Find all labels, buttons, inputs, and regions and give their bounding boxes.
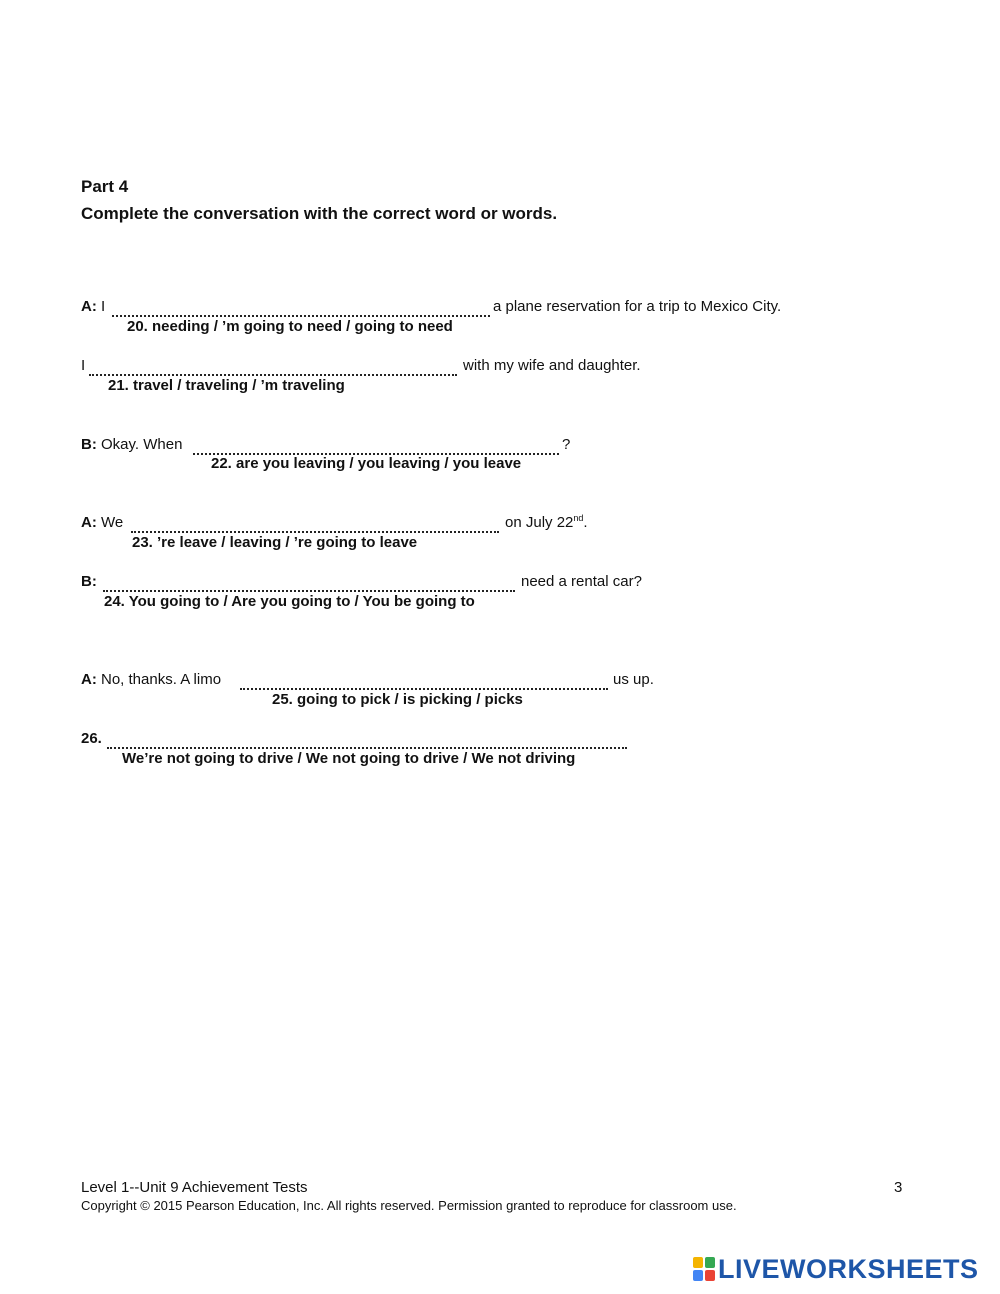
q25-text-before: No, thanks. A limo bbox=[101, 671, 222, 688]
liveworksheets-brand bbox=[693, 1254, 979, 1284]
footer-title: Level 1--Unit 9 Achievement Tests bbox=[81, 1179, 308, 1196]
q25-prompt bbox=[81, 671, 221, 688]
q23-date-suffix: nd bbox=[573, 513, 584, 523]
q20-options: 20. needing / ’m going to need / going to need bbox=[127, 318, 453, 335]
q20-text-after: a plane reservation for a trip to Mexico City. bbox=[493, 298, 782, 315]
q24-options: 24. You going to / Are you going to / You be going to bbox=[104, 593, 475, 610]
speaker-label: B: bbox=[81, 436, 97, 453]
answer-blank-25[interactable] bbox=[240, 670, 608, 690]
answer-blank-24[interactable] bbox=[103, 572, 515, 592]
q22-prompt bbox=[81, 436, 182, 453]
answer-blank-23[interactable] bbox=[131, 513, 499, 533]
brand-name: LIVEWORKSHEETS bbox=[718, 1253, 979, 1284]
speaker-label: A: bbox=[81, 671, 97, 688]
q25-options: 25. going to pick / is picking / picks bbox=[272, 691, 523, 708]
q21-options: 21. travel / traveling / ’m traveling bbox=[108, 377, 345, 394]
speaker-label: B: bbox=[81, 573, 97, 590]
speaker-label: A: bbox=[81, 298, 97, 315]
logo-block bbox=[705, 1270, 715, 1281]
logo-block bbox=[693, 1270, 703, 1281]
page-number: 3 bbox=[894, 1179, 903, 1196]
instructions: Complete the conversation with the correct word or words. bbox=[81, 204, 558, 223]
q23-prompt bbox=[81, 514, 123, 531]
q21-text-after: with my wife and daughter. bbox=[463, 357, 641, 374]
answer-blank-22[interactable] bbox=[193, 435, 559, 455]
q20-text-before: I bbox=[101, 298, 106, 315]
q24-text-after: need a rental car? bbox=[521, 573, 642, 590]
q26-options: We’re not going to drive / We not going to drive / We not driving bbox=[122, 750, 576, 767]
liveworksheets-logo-icon bbox=[693, 1257, 715, 1281]
q20-prompt bbox=[81, 298, 105, 315]
q23-text-after bbox=[505, 514, 588, 531]
q23-options: 23. ’re leave / leaving / ’re going to leave bbox=[132, 534, 418, 551]
answer-blank-26[interactable] bbox=[107, 729, 627, 749]
logo-block bbox=[693, 1257, 703, 1268]
answer-blank-21[interactable] bbox=[89, 356, 457, 376]
q23-period: . bbox=[583, 514, 588, 531]
q22-text-after: ? bbox=[562, 436, 571, 453]
q22-text-before: Okay. When bbox=[101, 436, 183, 453]
q25-text-after: us up. bbox=[613, 671, 654, 688]
q21-text-before: I bbox=[81, 357, 86, 374]
part-title: Part 4 bbox=[81, 177, 129, 196]
speaker-label: A: bbox=[81, 514, 97, 531]
q23-text-before: We bbox=[101, 514, 124, 531]
answer-blank-20[interactable] bbox=[112, 297, 490, 317]
q23-date: on July 22 bbox=[505, 514, 574, 531]
copyright-notice: Copyright © 2015 Pearson Education, Inc. All rights reserved. Permission granted to reproduce for classroom use. bbox=[81, 1198, 737, 1213]
q22-options: 22. are you leaving / you leaving / you leave bbox=[211, 455, 522, 472]
logo-block bbox=[705, 1257, 715, 1268]
q26-number: 26. bbox=[81, 730, 102, 747]
